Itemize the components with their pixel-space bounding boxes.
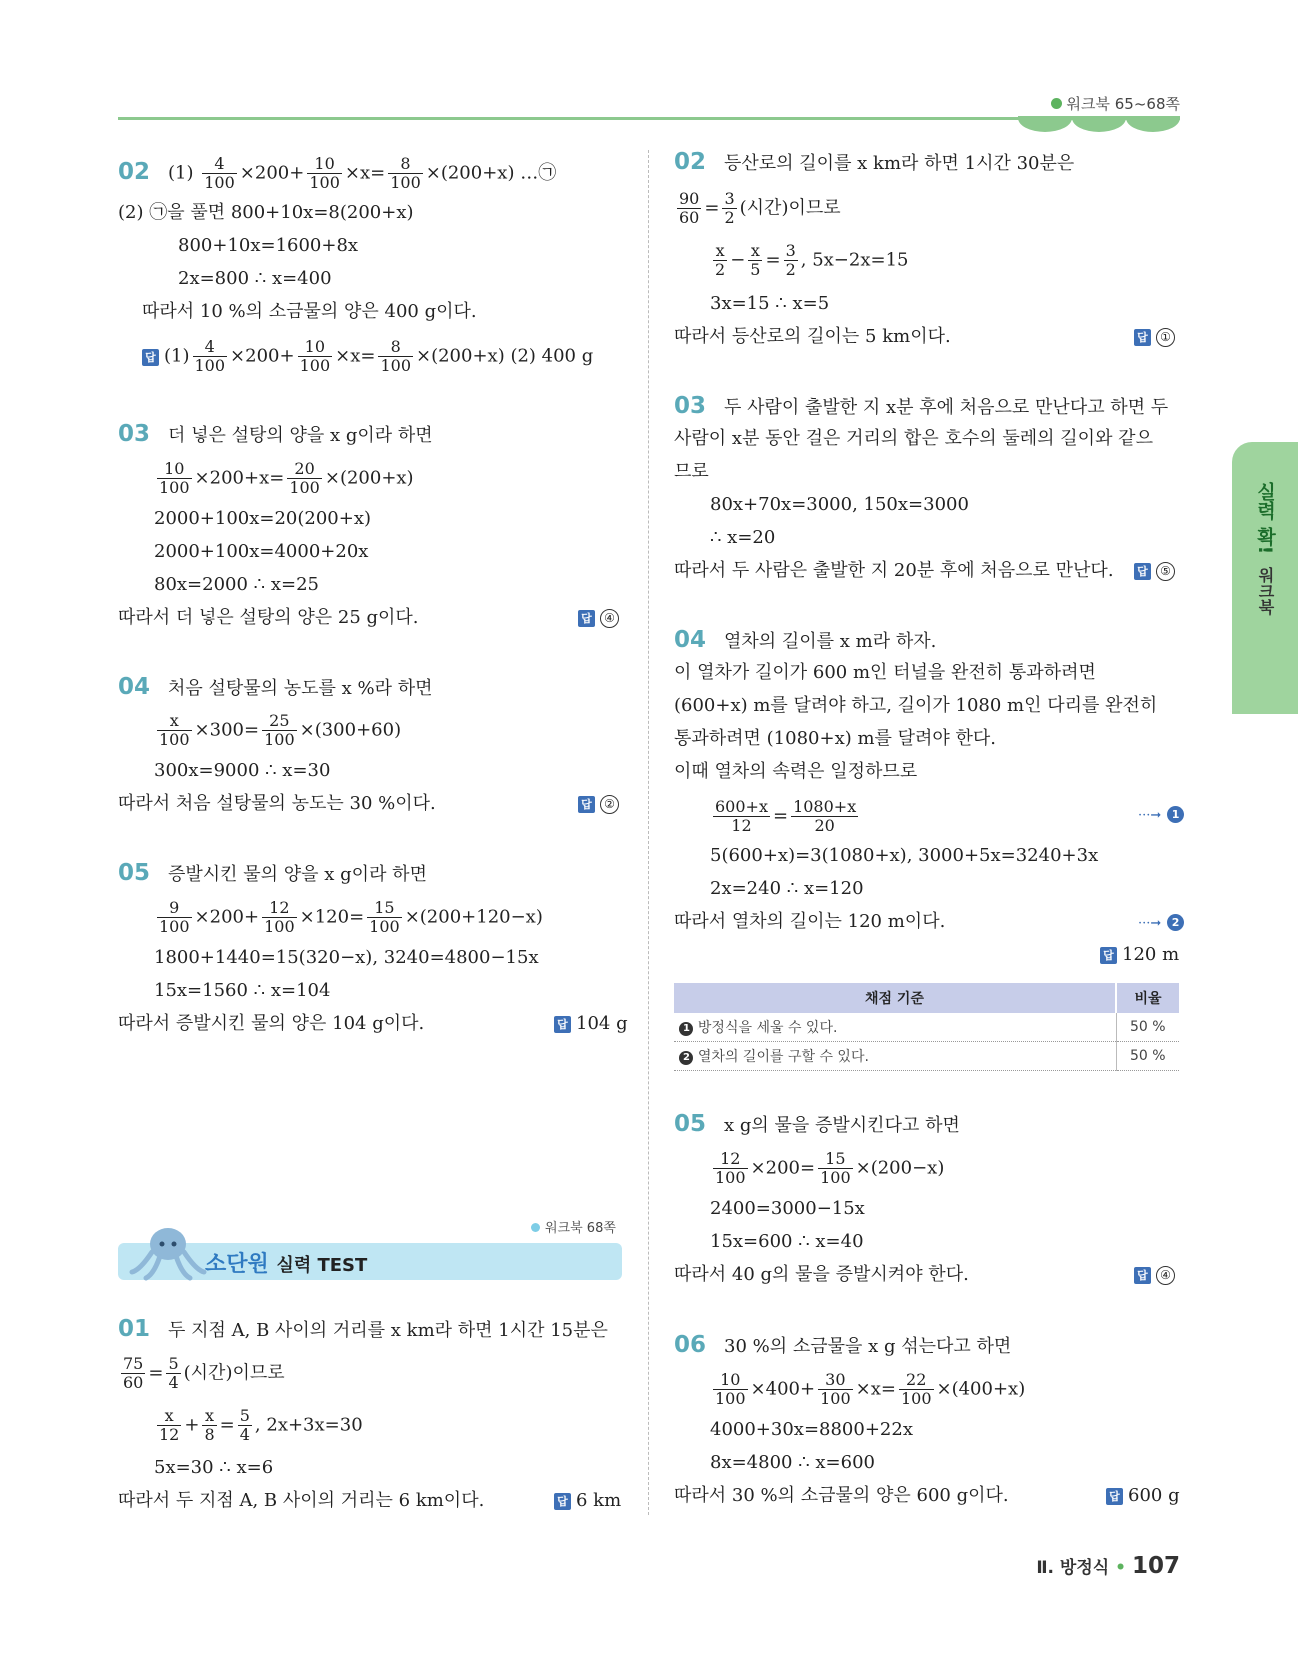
problem-02-line5: 따라서 10 %의 소금물의 양은 400 g이다. [142,301,477,322]
r-problem-06-line5: 따라서 30 %의 소금물의 양은 600 g이다. [674,1485,1009,1506]
table-row: 2 열차의 길이를 구할 수 있다. 50 % [674,1042,1179,1071]
grading-header-ratio: 비율 [1116,983,1179,1013]
header-wave [1018,116,1072,132]
r-problem-02-line2: $\frac{90}{60}$ = $\frac{3}{2}$ (시간)이므로 [679,189,841,227]
test-01-answer: 답 6 km [554,1487,621,1515]
r-problem-04-line7: 5(600+x)=3(1080+x), 3000+5x=3240+3x [710,845,1099,866]
r-problem-06-line2: $\frac{10}{100}$ ×400+ $\frac{30}{100}$ ×x= $\frac{22}{100}$ ×(400+x) [715,1370,1026,1408]
r-problem-05-line4: 15x=600 ∴ x=40 [710,1231,864,1252]
r-problem-05-line1: 05 x g의 물을 증발시킨다고 하면 [674,1111,960,1137]
problem-02-line1: 02 (1) $\frac{4}{100}$ ×200+ $\frac{10}{100}$ ×x= $\frac{8}{100}$ ×(200+x) …㉠ [118,154,557,192]
problem-04-answer: 답 ② [578,790,619,818]
problem-number: 02 [674,149,707,175]
blue-dot-icon [531,1223,540,1232]
problem-05-line3: 1800+1440=15(320−x), 3240=4800−15x [154,947,539,968]
step-marker-1: ···➞ 1 [1138,800,1184,830]
r-problem-05-line2: $\frac{12}{100}$ ×200= $\frac{15}{100}$ ×(200−x) [715,1149,945,1187]
r-problem-04-answer: 답 120 m [1100,941,1179,969]
r-problem-04-line3: (600+x) m를 달려야 하고, 길이가 1080 m인 다리를 완전히 [674,695,1158,716]
problem-03-line2: $\frac{10}{100}$ ×200+x= $\frac{20}{100}$ ×(200+x) [159,459,414,497]
answer-icon: 답 [1106,1488,1123,1505]
problem-02-line4: 2x=800 ∴ x=400 [178,268,332,289]
problem-05-line5: 따라서 증발시킨 물의 양은 104 g이다. [118,1013,425,1034]
octopus-icon [128,1222,208,1282]
r-problem-03-line3: 므로 [674,461,709,482]
problem-number: 03 [674,393,707,419]
header-wave [1072,116,1126,132]
problem-05-line2: $\frac{9}{100}$ ×200+ $\frac{12}{100}$ ×120= $\frac{15}{100}$ ×(200+120−x) [159,898,543,936]
problem-04-line3: 300x=9000 ∴ x=30 [154,760,331,781]
problem-03-answer: 답 ④ [578,604,619,632]
answer-icon: 답 [554,1493,571,1510]
side-tab-title: 실력 확! [1254,482,1276,555]
r-problem-06-line4: 8x=4800 ∴ x=600 [710,1452,875,1473]
grading-table [674,983,1179,1071]
r-problem-04-line8: 2x=240 ∴ x=120 [710,878,864,899]
r-problem-05-answer: 답 ④ [1134,1261,1175,1289]
green-dot-icon [1051,98,1062,109]
r-problem-04-line4: 통과하려면 (1080+x) m를 달려야 한다. [674,728,997,749]
header-wave [1126,116,1180,132]
r-problem-06-line3: 4000+30x=8800+22x [710,1419,913,1440]
r-problem-02-line5: 따라서 등산로의 길이는 5 km이다. [674,326,951,347]
grading-header-criteria: 채점 기준 [674,983,1116,1013]
answer-icon: 답 [1100,947,1117,964]
column-divider [648,150,649,1515]
problem-number: 05 [674,1111,707,1137]
r-problem-03-line1: 03 두 사람이 출발한 지 x분 후에 처음으로 만난다고 하면 두 [674,393,1169,419]
section-title: 소단원 실력 TEST [205,1252,368,1277]
r-problem-02-answer: 답 ① [1134,323,1175,351]
problem-04-line2: $\frac{x}{100}$ ×300= $\frac{25}{100}$ ×(300+60) [159,711,402,749]
chapter-label: Ⅱ. 방정식 [1036,1558,1110,1578]
r-problem-03-line5: ∴ x=20 [710,527,776,548]
page-footer: Ⅱ. 방정식 • 107 [1036,1553,1180,1579]
problem-number: 05 [118,860,151,886]
answer-icon: 답 [142,349,159,366]
problem-02-line3: 800+10x=1600+8x [178,235,359,256]
r-problem-04-line1: 04 열차의 길이를 x m라 하자. [674,627,937,653]
problem-number: 03 [118,421,151,447]
problem-04-line4: 따라서 처음 설탕물의 농도는 30 %이다. [118,793,436,814]
test-01-line3: $\frac{x}{12}$ + $\frac{x}{8}$ = $\frac{5}{4}$ , 2x+3x=30 [159,1406,363,1444]
test-01-line5: 따라서 두 지점 A, B 사이의 거리는 6 km이다. [118,1490,485,1511]
r-problem-04-line5: 이때 열차의 속력은 일정하므로 [674,761,918,782]
r-problem-03-answer: 답 ⑤ [1134,557,1175,585]
r-problem-03-line2: 사람이 x분 동안 걸은 거리의 합은 호수의 둘레의 길이와 같으 [674,428,1153,449]
fraction: $\frac{4}{100}$ [204,154,235,192]
fraction: $\frac{8}{100}$ [390,154,421,192]
answer-icon: 답 [1134,563,1151,580]
problem-number: 01 [118,1316,151,1342]
answer-icon: 답 [1134,1267,1151,1284]
problem-05-line1: 05 증발시킨 물의 양을 x g이라 하면 [118,860,427,886]
r-problem-05-line3: 2400=3000−15x [710,1198,865,1219]
r-problem-02-line1: 02 등산로의 길이를 x km라 하면 1시간 30분은 [674,149,1075,175]
problem-03-line6: 따라서 더 넣은 설탕의 양은 25 g이다. [118,607,419,628]
problem-03-line4: 2000+100x=4000+20x [154,541,369,562]
problem-number: 06 [674,1332,707,1358]
side-tab-subtitle: 워크북 [1256,566,1275,615]
r-problem-02-line3: $\frac{x}{2}$ − $\frac{x}{5}$ = $\frac{3}{2}$ , 5x−2x=15 [715,241,909,279]
r-problem-04-line2: 이 열차가 길이가 600 m인 터널을 완전히 통과하려면 [674,662,1096,683]
r-problem-02-line4: 3x=15 ∴ x=5 [710,293,830,314]
side-tab [1232,442,1298,714]
r-problem-04-line9: 따라서 열차의 길이는 120 m이다. [674,911,946,932]
problem-05-answer: 답 104 g [554,1010,628,1038]
r-problem-06-answer: 답 600 g [1106,1482,1180,1510]
test-01-line2: $\frac{75}{60}$ = $\frac{5}{4}$ (시간)이므로 [123,1354,285,1392]
test-01-line4: 5x=30 ∴ x=6 [154,1457,274,1478]
problem-number: 04 [118,674,151,700]
r-problem-05-line5: 따라서 40 g의 물을 증발시켜야 한다. [674,1264,969,1285]
table-row: 1 방정식을 세울 수 있다. 50 % [674,1013,1179,1042]
answer-icon: 답 [578,610,595,627]
problem-05-line4: 15x=1560 ∴ x=104 [154,980,331,1001]
problem-02-line2: (2) ㉠을 풀면 800+10x=8(200+x) [118,202,414,223]
fraction: $\frac{10}{100}$ [309,154,340,192]
r-problem-03-line4: 80x+70x=3000, 150x=3000 [710,494,969,515]
problem-04-line1: 04 처음 설탕물의 농도를 x %라 하면 [118,674,433,700]
workbook-reference: 워크북 65~68쪽 [1051,93,1180,114]
problem-03-line5: 80x=2000 ∴ x=25 [154,574,319,595]
answer-icon: 답 [1134,329,1151,346]
page-number: 107 [1131,1553,1180,1579]
workbook-reference-small: 워크북 68쪽 [531,1217,616,1236]
r-problem-06-line1: 06 30 %의 소금물을 x g 섞는다고 하면 [674,1332,1012,1358]
r-problem-04-line6: $\frac{600+x}{12}$ = $\frac{1080+x}{20}$ [715,797,857,835]
problem-number: 04 [674,627,707,653]
problem-02-answer: 답 (1) $\frac{4}{100}$ ×200+ $\frac{10}{100}$ ×x= $\frac{8}{100}$ ×(200+x) (2) 400 g [142,338,593,375]
problem-number: 02 [118,158,151,185]
r-problem-03-line6: 따라서 두 사람은 출발한 지 20분 후에 처음으로 만난다. [674,560,1114,581]
problem-03-line3: 2000+100x=20(200+x) [154,508,372,529]
problem-03-line1: 03 더 넣은 설탕의 양을 x g이라 하면 [118,421,433,447]
test-01-line1: 01 두 지점 A, B 사이의 거리를 x km라 하면 1시간 15분은 [118,1316,608,1342]
step-marker-2: ···➞ 2 [1138,908,1184,938]
answer-icon: 답 [554,1016,571,1033]
answer-icon: 답 [578,796,595,813]
